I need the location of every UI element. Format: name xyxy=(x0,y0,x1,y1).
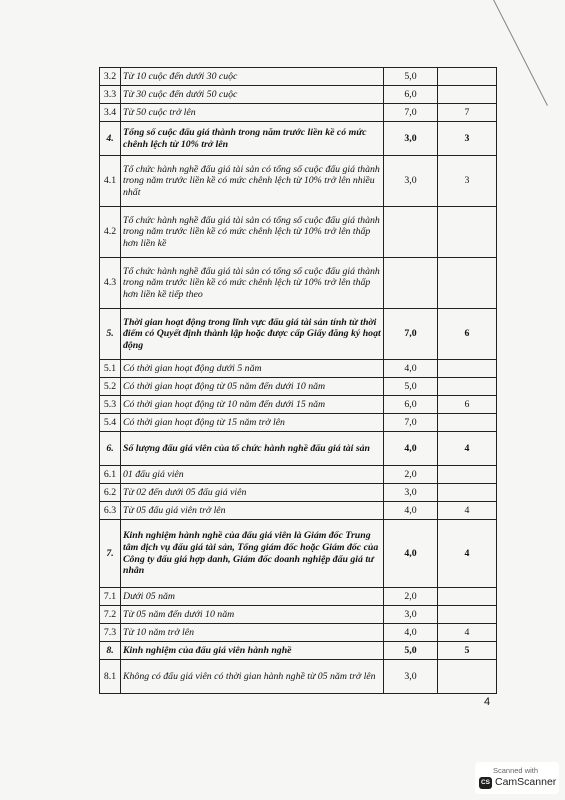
criterion-content: Từ 10 cuộc đến dưới 30 cuộc xyxy=(121,68,384,86)
max-score: 4,0 xyxy=(384,360,438,378)
max-score: 2,0 xyxy=(384,588,438,606)
max-score xyxy=(384,258,438,309)
criterion-number: 6.1 xyxy=(100,466,121,484)
criterion-number: 4.1 xyxy=(100,156,121,207)
criterion-number: 4.2 xyxy=(100,207,121,258)
max-score: 3,0 xyxy=(384,606,438,624)
criterion-number: 8. xyxy=(100,642,121,660)
table-row xyxy=(100,258,497,309)
max-score: 4,0 xyxy=(384,432,438,466)
criterion-content: Từ 50 cuộc trở lên xyxy=(121,104,384,122)
criterion-number: 8.1 xyxy=(100,660,121,694)
criterion-number: 5.3 xyxy=(100,396,121,414)
table-row xyxy=(100,68,497,86)
max-score: 3,0 xyxy=(384,484,438,502)
self-score: 6 xyxy=(438,309,497,360)
self-score: 6 xyxy=(438,396,497,414)
self-score: 5 xyxy=(438,642,497,660)
max-score: 7,0 xyxy=(384,309,438,360)
table-row xyxy=(100,432,497,466)
self-score xyxy=(438,258,497,309)
criterion-number: 7. xyxy=(100,520,121,588)
max-score: 4,0 xyxy=(384,520,438,588)
self-score xyxy=(438,588,497,606)
table-row xyxy=(100,660,497,694)
criterion-content: Kinh nghiệm của đấu giá viên hành nghề xyxy=(121,642,384,660)
self-score xyxy=(438,414,497,432)
criterion-content: 01 đấu giá viên xyxy=(121,466,384,484)
max-score: 5,0 xyxy=(384,378,438,396)
self-score xyxy=(438,606,497,624)
table-row xyxy=(100,396,497,414)
criterion-number: 3.4 xyxy=(100,104,121,122)
max-score: 6,0 xyxy=(384,396,438,414)
criterion-content: Có thời gian hoạt động từ 15 năm trở lên xyxy=(121,414,384,432)
scanned-with-label: Scanned with xyxy=(493,766,539,775)
self-score: 4 xyxy=(438,624,497,642)
criterion-number: 3.3 xyxy=(100,86,121,104)
table-row xyxy=(100,309,497,360)
criterion-content: Từ 05 năm đến dưới 10 năm xyxy=(121,606,384,624)
criterion-content: Tổng số cuộc đấu giá thành trong năm trước liền kề có mức chênh lệch từ 10% trở lên xyxy=(121,122,384,156)
table-row xyxy=(100,86,497,104)
self-score xyxy=(438,207,497,258)
criterion-number: 5.2 xyxy=(100,378,121,396)
table-row xyxy=(100,207,497,258)
self-score: 4 xyxy=(438,502,497,520)
criterion-content: Thời gian hoạt động trong lĩnh vực đấu giá tài sản tính từ thời điểm có Quyết định thành lập hoặc được cấp Giấy đăng ký hoạt động xyxy=(121,309,384,360)
table-row xyxy=(100,606,497,624)
criterion-content: Tổ chức hành nghề đấu giá tài sản có tổng số cuộc đấu giá thành trong năm trước liền kề có mức chênh lệch từ 10% trở lên thấp hơn liền kề xyxy=(121,207,384,258)
criterion-number: 6. xyxy=(100,432,121,466)
criterion-content: Từ 02 đến dưới 05 đấu giá viên xyxy=(121,484,384,502)
self-score xyxy=(438,660,497,694)
max-score: 3,0 xyxy=(384,660,438,694)
self-score: 7 xyxy=(438,104,497,122)
max-score: 3,0 xyxy=(384,156,438,207)
criterion-content: Không có đấu giá viên có thời gian hành nghề từ 05 năm trở lên xyxy=(121,660,384,694)
table-row xyxy=(100,502,497,520)
camscanner-name: CamScanner xyxy=(495,776,557,788)
self-score xyxy=(438,86,497,104)
criterion-content: Từ 05 đấu giá viên trở lên xyxy=(121,502,384,520)
max-score: 4,0 xyxy=(384,624,438,642)
table-row xyxy=(100,122,497,156)
table-row xyxy=(100,484,497,502)
criterion-number: 5.4 xyxy=(100,414,121,432)
table-row xyxy=(100,466,497,484)
max-score: 5,0 xyxy=(384,642,438,660)
criterion-number: 7.3 xyxy=(100,624,121,642)
max-score: 7,0 xyxy=(384,104,438,122)
criterion-content: Dưới 05 năm xyxy=(121,588,384,606)
max-score: 3,0 xyxy=(384,122,438,156)
table-row xyxy=(100,156,497,207)
page-number: 4 xyxy=(484,696,491,708)
self-score xyxy=(438,378,497,396)
criterion-number: 7.2 xyxy=(100,606,121,624)
self-score xyxy=(438,360,497,378)
criterion-number: 5.1 xyxy=(100,360,121,378)
table-row xyxy=(100,624,497,642)
criterion-content: Có thời gian hoạt động dưới 5 năm xyxy=(121,360,384,378)
criterion-number: 6.2 xyxy=(100,484,121,502)
scoring-table xyxy=(99,67,497,694)
self-score: 3 xyxy=(438,122,497,156)
criterion-number: 5. xyxy=(100,309,121,360)
camscanner-logo-icon: CS xyxy=(479,777,492,789)
criterion-number: 3.2 xyxy=(100,68,121,86)
criterion-content: Kinh nghiệm hành nghề của đấu giá viên là Giám đốc Trung tâm dịch vụ đấu giá tài sản, Tổng giám đốc hoặc Giám đốc của Công ty đấu giá hợp danh, Giám đốc doanh nghiệp đấu giá tư nhân xyxy=(121,520,384,588)
criterion-content: Có thời gian hoạt động từ 05 năm đến dưới 10 năm xyxy=(121,378,384,396)
criterion-number: 4. xyxy=(100,122,121,156)
criterion-content: Tổ chức hành nghề đấu giá tài sản có tổng số cuộc đấu giá thành trong năm trước liền kề có mức chênh lệch từ 10% trở lên thấp hơn liền kề tiếp theo xyxy=(121,258,384,309)
criterion-content: Số lượng đấu giá viên của tổ chức hành nghề đấu giá tài sản xyxy=(121,432,384,466)
self-score xyxy=(438,68,497,86)
max-score: 5,0 xyxy=(384,68,438,86)
table-row xyxy=(100,360,497,378)
criterion-number: 6.3 xyxy=(100,502,121,520)
max-score xyxy=(384,207,438,258)
self-score: 3 xyxy=(438,156,497,207)
criterion-content: Tổ chức hành nghề đấu giá tài sản có tổng số cuộc đấu giá thành trong năm trước liền kề có mức chênh lệch từ 10% trở lên nhiều nhất xyxy=(121,156,384,207)
criterion-content: Có thời gian hoạt động từ 10 năm đến dưới 15 năm xyxy=(121,396,384,414)
criterion-content: Từ 30 cuộc đến dưới 50 cuộc xyxy=(121,86,384,104)
table-row xyxy=(100,378,497,396)
max-score: 7,0 xyxy=(384,414,438,432)
self-score: 4 xyxy=(438,520,497,588)
criterion-number: 7.1 xyxy=(100,588,121,606)
table-row xyxy=(100,520,497,588)
max-score: 6,0 xyxy=(384,86,438,104)
max-score: 4,0 xyxy=(384,502,438,520)
table-row xyxy=(100,588,497,606)
max-score: 2,0 xyxy=(384,466,438,484)
self-score: 4 xyxy=(438,432,497,466)
self-score xyxy=(438,466,497,484)
criterion-number: 4.3 xyxy=(100,258,121,309)
table-row xyxy=(100,104,497,122)
self-score xyxy=(438,484,497,502)
table-row xyxy=(100,414,497,432)
table-row xyxy=(100,642,497,660)
criterion-content: Từ 10 năm trở lên xyxy=(121,624,384,642)
camscanner-watermark xyxy=(475,762,559,794)
